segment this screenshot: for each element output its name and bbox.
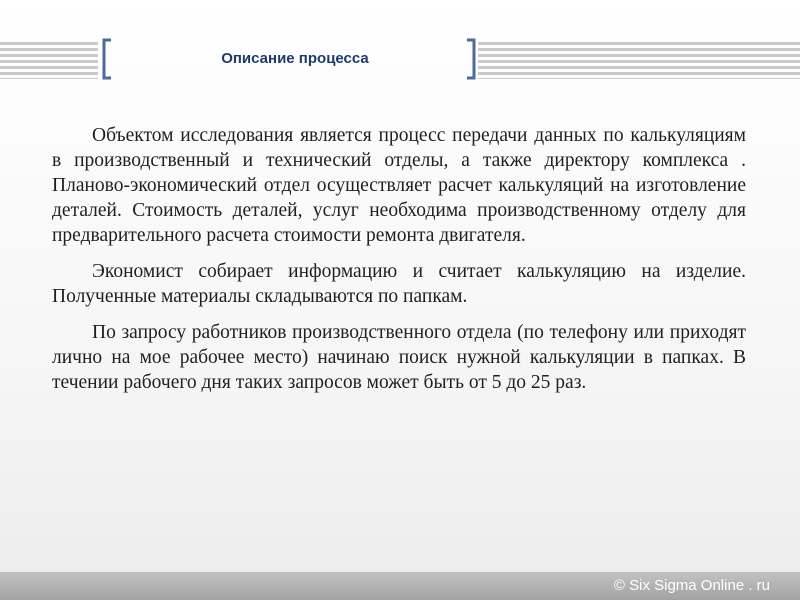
paragraph-requests: По запросу работников производственного отдела (по телефону или приходят лично на мое рабочее место) начинаю поиск нужной калькуляции в папках. В течении рабочего дня таких запросов может быть от 5 до 25 раз. <box>52 322 746 393</box>
paragraph-economist: Экономист собирает информацию и считает калькуляцию на изделие. Полученные материалы складываются по папкам. <box>52 261 746 307</box>
header-stripes-left <box>0 42 98 79</box>
paragraph-object-of-study: Объектом исследования является процесс передачи данных по калькуляциям в производственный и технический отделы, а также директору комплекса . Планово-экономический отдел осуществляет расчет калькуляций на изготовление деталей. Стоимость деталей, услуг необходима производственному отделу для предварительного расчета стоимости ремонта двигателя. <box>52 125 746 246</box>
copyright-text: © Six Sigma Online . ru <box>613 577 770 594</box>
left-bracket-decoration <box>101 38 113 80</box>
slide-body <box>52 123 746 406</box>
slide-title: Описание процесса <box>221 50 369 67</box>
footer-bar <box>0 572 800 600</box>
right-bracket-decoration <box>465 38 477 80</box>
header-stripes-right <box>478 42 800 79</box>
